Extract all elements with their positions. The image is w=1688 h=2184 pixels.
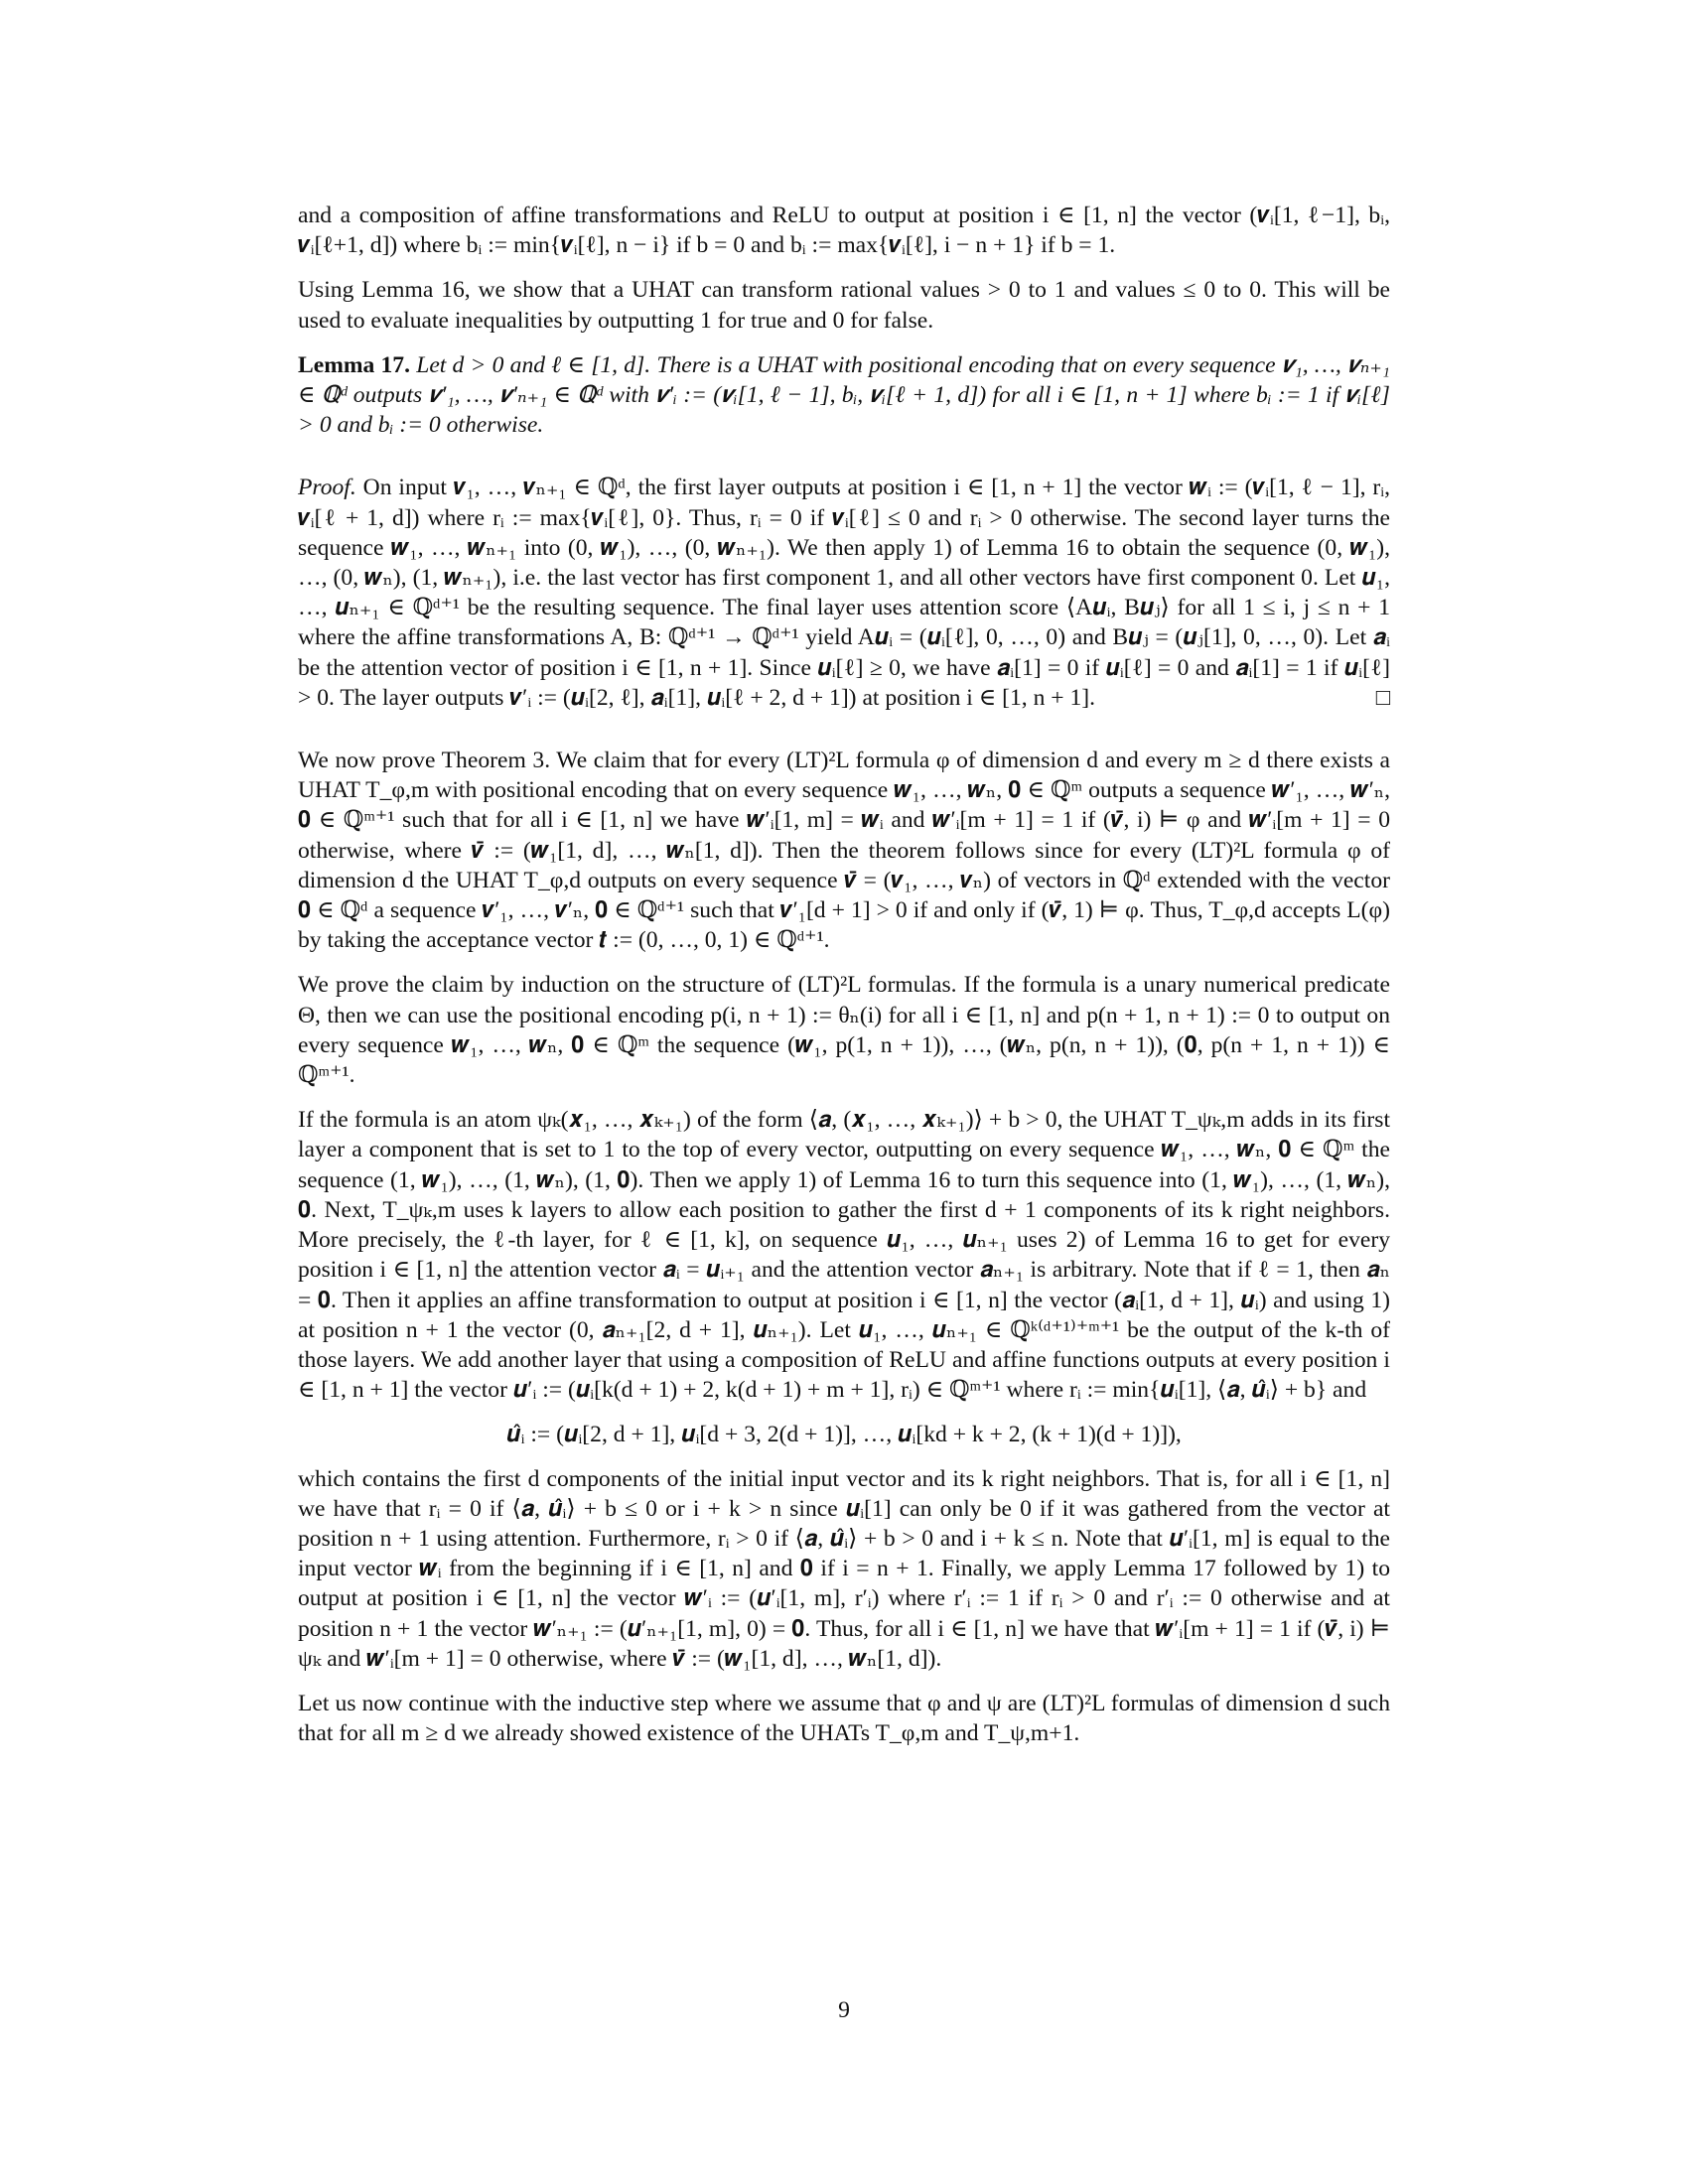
paragraph-induction-base: We prove the claim by induction on the structure of (LT)²L formulas. If the formula is a unary numerical predicate Θ, then we can use the positional encoding p(i, n + 1) := θₙ(i) for all i ∈ [1, n] and p(n + 1, n + 1) := 0 to output on every sequence 𝒘₁, …, 𝒘ₙ, 𝟎 ∈ ℚᵐ the sequence (𝒘₁, p(1, n + 1)), …, (𝒘ₙ, p(n, n + 1)), (𝟎, p(n + 1, n + 1)) ∈ ℚᵐ⁺¹. bbox=[298, 972, 1390, 1089]
page-body bbox=[298, 201, 1390, 1763]
qed-symbol: □ bbox=[1375, 684, 1390, 711]
proof-label: Proof. bbox=[298, 475, 356, 501]
paragraph-theorem-3-claim: We now prove Theorem 3. We claim that for every (LT)²L formula φ of dimension d and every m ≥ d there exists a UHAT T_φ,m with positional encoding that on every sequence 𝒘₁, …, 𝒘ₙ, 𝟎 ∈ ℚᵐ outputs a sequence 𝒘′₁, …, 𝒘′ₙ, 𝟎 ∈ ℚᵐ⁺¹ such that for all i ∈ [1, n] we have 𝒘′ᵢ[1, m] = 𝒘ᵢ and 𝒘′ᵢ[m + 1] = 1 if (𝒗̄, i) ⊨ φ and 𝒘′ᵢ[m + 1] = 0 otherwise, where 𝒗̄ := (𝒘₁[1, d], …, 𝒘ₙ[1, d]). Then the theorem follows since for every (LT)²L formula φ of dimension d the UHAT T_φ,d outputs on every sequence 𝒗̄ = (𝒗₁, …, 𝒗ₙ) of vectors in ℚᵈ extended with the vector 𝟎 ∈ ℚᵈ a sequence 𝒗′₁, …, 𝒗′ₙ, 𝟎 ∈ ℚᵈ⁺¹ such that 𝒗′₁[d + 1] > 0 if and only if (𝒗̄, 1) ⊨ φ. Thus, T_φ,d accepts L(φ) by taking the acceptance vector 𝒕 := (0, …, 0, 1) ∈ ℚᵈ⁺¹. bbox=[298, 748, 1390, 954]
proof-text: On input 𝒗₁, …, 𝒗ₙ₊₁ ∈ ℚᵈ, the first layer outputs at position i ∈ [1, n + 1] the vector 𝒘ᵢ := (𝒗ᵢ[1, ℓ − 1], rᵢ, 𝒗ᵢ[ℓ + 1, d]) where rᵢ := max{𝒗ᵢ[ℓ], 0}. Thus, rᵢ = 0 if 𝒗ᵢ[ℓ] ≤ 0 and rᵢ > 0 otherwise. The second layer turns the sequence 𝒘₁, …, 𝒘ₙ₊₁ into (0, 𝒘₁), …, (0, 𝒘ₙ₊₁). We then apply 1) of Lemma 16 to obtain the sequence (0, 𝒘₁), …, (0, 𝒘ₙ), (1, 𝒘ₙ₊₁), i.e. the last vector has first component 1, and all other vectors have first component 0. Let 𝒖₁, …, 𝒖ₙ₊₁ ∈ ℚᵈ⁺¹ be the resulting sequence. The final layer uses attention score ⟨A𝒖ᵢ, B𝒖ⱼ⟩ for all 1 ≤ i, j ≤ n + 1 where the affine transformations A, B: ℚᵈ⁺¹ → ℚᵈ⁺¹ yield A𝒖ᵢ = (𝒖ᵢ[ℓ], 0, …, 0) and B𝒖ⱼ = (𝒖ⱼ[1], 0, …, 0). Let 𝒂ᵢ be the attention vector of position i ∈ [1, n + 1]. Since 𝒖ᵢ[ℓ] ≥ 0, we have 𝒂ᵢ[1] = 0 if 𝒖ᵢ[ℓ] = 0 and 𝒂ᵢ[1] = 1 if 𝒖ᵢ[ℓ] > 0. The layer outputs 𝒗′ᵢ := (𝒖ᵢ[2, ℓ], 𝒂ᵢ[1], 𝒖ᵢ[ℓ + 2, d + 1]) at position i ∈ [1, n + 1]. bbox=[298, 475, 1391, 711]
lemma-17-label: Lemma 17. bbox=[298, 351, 410, 378]
paragraph-atom-case-continued: which contains the first d components of the initial input vector and its k right neighbors. That is, for all i ∈ [1, n] we have that rᵢ = 0 if ⟨𝒂, 𝒖̂ᵢ⟩ + b ≤ 0 or i + k > n since 𝒖ᵢ[1] can only be 0 if it was gathered from the vector at position n + 1 using attention. Furthermore, rᵢ > 0 if ⟨𝒂, 𝒖̂ᵢ⟩ + b > 0 and i + k ≤ n. Note that 𝒖′ᵢ[1, m] is equal to the input vector 𝒘ᵢ from the beginning if i ∈ [1, n] and 𝟎 if i = n + 1. Finally, we apply Lemma 17 followed by 1) to output at position i ∈ [1, n] the vector 𝒘′ᵢ := (𝒖′ᵢ[1, m], r′ᵢ) where r′ᵢ := 1 if rᵢ > 0 and r′ᵢ := 0 otherwise and at position n + 1 the vector 𝒘′ₙ₊₁ := (𝒖′ₙ₊₁[1, m], 0) = 𝟎. Thus, for all i ∈ [1, n] we have that 𝒘′ᵢ[m + 1] = 1 if (𝒗̄, i) ⊨ ψₖ and 𝒘′ᵢ[m + 1] = 0 otherwise, where 𝒗̄ := (𝒘₁[1, d], …, 𝒘ₙ[1, d]). bbox=[298, 1465, 1390, 1672]
lemma-17 bbox=[298, 350, 1390, 441]
paragraph-lemma16-usage: Using Lemma 16, we show that a UHAT can transform rational values > 0 to 1 and values ≤ 0 to 0. This will be used to evaluate inequalities by outputting 1 for true and 0 for false. bbox=[298, 277, 1390, 334]
paragraph-atom-case: If the formula is an atom ψₖ(𝒙₁, …, 𝒙ₖ₊₁) of the form ⟨𝒂, (𝒙₁, …, 𝒙ₖ₊₁)⟩ + b > 0, the UHAT T_ψₖ,m adds in its first layer a component that is set to 1 to the top of every vector, outputting on every sequence 𝒘₁, …, 𝒘ₙ, 𝟎 ∈ ℚᵐ the sequence (1, 𝒘₁), …, (1, 𝒘ₙ), (1, 𝟎). Then we apply 1) of Lemma 16 to turn this sequence into (1, 𝒘₁), …, (1, 𝒘ₙ), 𝟎. Next, T_ψₖ,m uses k layers to allow each position to gather the first d + 1 components of its k right neighbors. More precisely, the ℓ-th layer, for ℓ ∈ [1, k], on sequence 𝒖₁, …, 𝒖ₙ₊₁ uses 2) of Lemma 16 to get for every position i ∈ [1, n] the attention vector 𝒂ᵢ = 𝒖ᵢ₊₁ and the attention vector 𝒂ₙ₊₁ is arbitrary. Note that if ℓ = 1, then 𝒂ₙ = 𝟎. Then it applies an affine transformation to output at position i ∈ [1, n] the vector (𝒂ᵢ[1, d + 1], 𝒖ᵢ) and using 1) at position n + 1 the vector (0, 𝒂ₙ₊₁[2, d + 1], 𝒖ₙ₊₁). Let 𝒖₁, …, 𝒖ₙ₊₁ ∈ ℚᵏ⁽ᵈ⁺¹⁾⁺ᵐ⁺¹ be the output of the k-th of those layers. We add another layer that using a composition of ReLU and affine functions outputs at every position i ∈ [1, n + 1] the vector 𝒖′ᵢ := (𝒖ᵢ[k(d + 1) + 2, k(d + 1) + m + 1], rᵢ) ∈ ℚᵐ⁺¹ where rᵢ := min{𝒖ᵢ[1], ⟨𝒂, 𝒖̂ᵢ⟩ + b} and bbox=[298, 1107, 1390, 1404]
paragraph-inductive-step: Let us now continue with the inductive step where we assume that φ and ψ are (LT)²L formulas of dimension d such that for all m ≥ d we already showed existence of the UHATs T_φ,m and T_ψ,m+1. bbox=[298, 1690, 1390, 1747]
display-equation: 𝒖̂ᵢ := (𝒖ᵢ[2, d + 1], 𝒖ᵢ[d + 3, 2(d + 1)], …, 𝒖ᵢ[kd + k + 2, (k + 1)(d + 1)]), bbox=[506, 1422, 1182, 1448]
page-number: 9 bbox=[838, 1997, 850, 2023]
lemma-17-statement: Let d > 0 and ℓ ∈ [1, d]. There is a UHAT with positional encoding that on every sequence 𝒗₁, …, 𝒗ₙ₊₁ ∈ ℚᵈ outputs 𝒗′₁, …, 𝒗′ₙ₊₁ ∈ ℚᵈ with 𝒗′ᵢ := (𝒗ᵢ[1, ℓ − 1], bᵢ, 𝒗ᵢ[ℓ + 1, d]) for all i ∈ [1, n + 1] where bᵢ := 1 if 𝒗ᵢ[ℓ] > 0 and bᵢ := 0 otherwise. bbox=[298, 351, 1390, 439]
proof-lemma-17 bbox=[298, 473, 1390, 713]
paragraph-continuation: and a composition of affine transformations and ReLU to output at position i ∈ [1, n] the vector (𝒗ᵢ[1, ℓ−1], bᵢ, 𝒗ᵢ[ℓ+1, d]) where bᵢ := min{𝒗ᵢ[ℓ], n − i} if b = 0 and bᵢ := max{𝒗ᵢ[ℓ], i − n + 1} if b = 1. bbox=[298, 203, 1390, 259]
